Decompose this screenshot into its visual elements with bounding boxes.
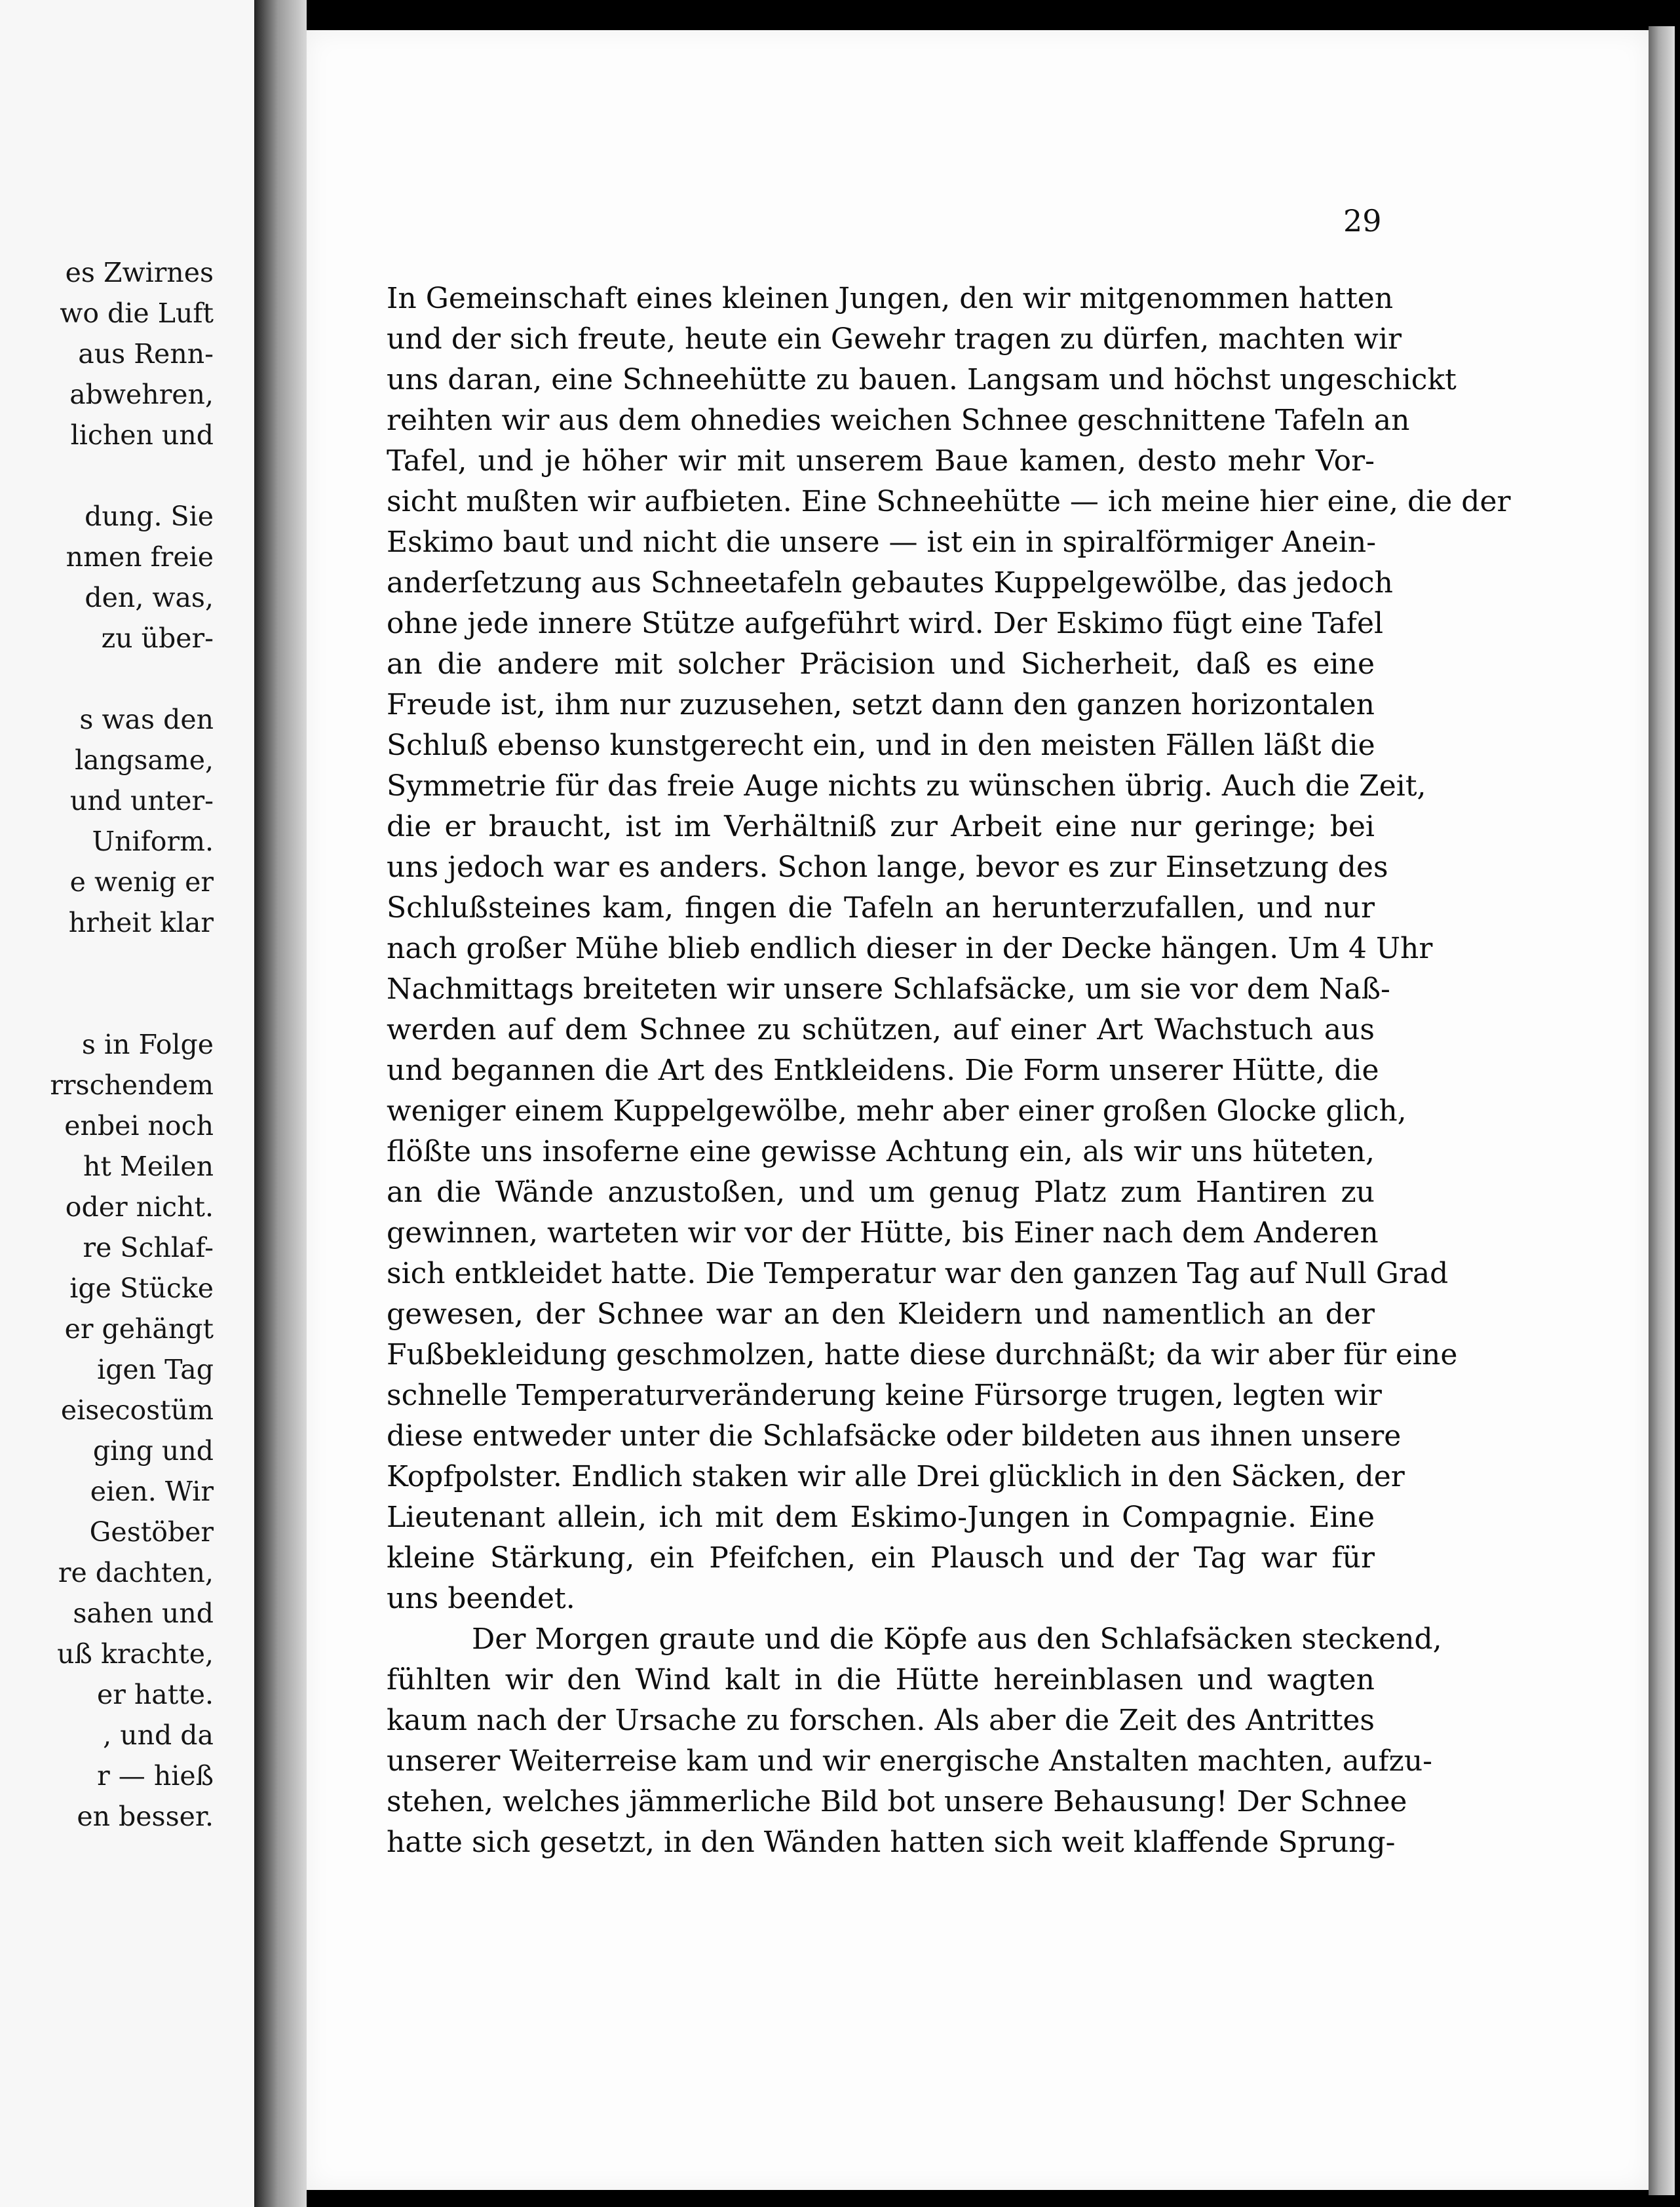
left-text-line: aus Renn- xyxy=(78,338,214,370)
left-text-line: ht Meilen xyxy=(83,1151,214,1182)
left-page-text xyxy=(0,252,214,1837)
book-gutter xyxy=(254,0,307,2207)
left-text-line: es Zwirnes xyxy=(65,257,214,288)
left-text-line: abwehren, xyxy=(69,379,214,410)
text-line: hatte sich gesetzt, in den Wänden hatten sich weit klaffende Sprung- xyxy=(387,1826,1396,1859)
text-line: an die Wände anzustoßen, und um genug Platz zum Hantiren zu xyxy=(387,1176,1375,1209)
text-line: Kopfpolster. Endlich staken wir alle Drei glücklich in den Säcken, der xyxy=(387,1460,1405,1493)
left-text-line: ging und xyxy=(92,1435,214,1467)
left-text-line: sahen und xyxy=(73,1598,214,1629)
text-line: und der sich freute, heute ein Gewehr tragen zu dürfen, machten wir xyxy=(387,322,1402,356)
left-text-line: en besser. xyxy=(77,1801,214,1832)
text-line: gewinnen, warteten wir vor der Hütte, bis Einer nach dem Anderen xyxy=(387,1216,1379,1250)
text-line: und begannen die Art des Entkleidens. Die Form unserer Hütte, die xyxy=(387,1054,1379,1087)
text-line: Schluß ebenso kunstgerecht ein, und in den meisten Fällen läßt die xyxy=(387,729,1375,762)
text-line: nach großer Mühe blieb endlich dieser in der Decke hängen. Um 4 Uhr xyxy=(387,932,1433,965)
text-line: anderſetzung aus Schneetafeln gebautes Kuppelgewölbe, das jedoch xyxy=(387,566,1393,600)
left-text-line xyxy=(0,984,214,1024)
text-line: Eskimo baut und nicht die unsere — ist ein in spiralförmiger Anein- xyxy=(387,526,1377,559)
text-line: Lieutenant allein, ich mit dem Eskimo-Jungen in Compagnie. Eine xyxy=(387,1501,1375,1534)
text-line: Nachmittags breiteten wir unsere Schlafsäcke, um sie vor dem Naß- xyxy=(387,972,1390,1006)
left-text-line xyxy=(0,659,214,699)
text-line: Fußbekleidung geschmolzen, hatte diese durchnäßt; da wir aber für eine xyxy=(387,1338,1458,1372)
left-text-line xyxy=(0,455,214,496)
left-text-line: eisecostüm xyxy=(60,1394,214,1426)
left-text-line: , und da xyxy=(103,1719,214,1751)
left-text-line: Gestöber xyxy=(89,1516,214,1548)
text-line: Symmetrie für das freie Auge nichts zu wünschen übrig. Auch die Zeit, xyxy=(387,769,1426,803)
text-line: unserer Weiterreise kam und wir energische Anstalten machten, aufzu- xyxy=(387,1744,1433,1778)
text-line: Der Morgen graute und die Köpfe aus den Schlafsäcken steckend, xyxy=(472,1622,1442,1656)
text-line: Freude ist, ihm nur zuzusehen, setzt dann den ganzen horizontalen xyxy=(387,688,1375,721)
text-line: weniger einem Kuppelgewölbe, mehr aber einer großen Glocke glich, xyxy=(387,1094,1407,1128)
page-number: 29 xyxy=(1343,203,1382,239)
left-text-line: uß krachte, xyxy=(57,1638,214,1670)
text-line: diese entweder unter die Schlafsäcke oder bildeten aus ihnen unsere xyxy=(387,1419,1402,1453)
left-text-line: enbei noch xyxy=(64,1110,214,1142)
page-edge xyxy=(1649,26,1675,2195)
text-line: fühlten wir den Wind kalt in die Hütte hereinblasen und wagten xyxy=(387,1663,1375,1697)
text-line: kaum nach der Ursache zu forschen. Als aber die Zeit des Antrittes xyxy=(387,1704,1375,1737)
left-text-line: re dachten, xyxy=(58,1557,214,1588)
text-line: reihten wir aus dem ohnedies weichen Schnee geschnittene Tafeln an xyxy=(387,404,1410,437)
left-text-line: s was den xyxy=(79,704,214,735)
text-line: werden auf dem Schnee zu schützen, auf einer Art Wachstuch aus xyxy=(387,1013,1375,1046)
text-line: flößte uns insoferne eine gewisse Achtung ein, als wir uns hüteten, xyxy=(387,1135,1375,1168)
left-text-line: rrschendem xyxy=(50,1069,214,1101)
left-facing-page xyxy=(0,0,254,2207)
left-text-line: den, was, xyxy=(85,582,214,613)
text-line: die er braucht, ist im Verhältniß zur Arbeit eine nur geringe; bei xyxy=(387,810,1375,843)
text-line: schnelle Temperaturveränderung keine Fürsorge trugen, legten wir xyxy=(387,1379,1382,1412)
text-line: In Gemeinschaft eines kleinen Jungen, den wir mitgenommen hatten xyxy=(387,282,1394,315)
left-text-line: nmen freie xyxy=(66,541,214,573)
text-line: Tafel, und je höher wir mit unserem Baue kamen, desto mehr Vor- xyxy=(387,444,1375,478)
left-text-line: er gehängt xyxy=(64,1313,214,1345)
text-line: kleine Stärkung, ein Pfeifchen, ein Plausch und der Tag war für xyxy=(387,1541,1375,1575)
left-text-line: re Schlaf- xyxy=(83,1232,214,1263)
left-text-line: ige Stücke xyxy=(69,1273,214,1304)
left-text-line: igen Tag xyxy=(97,1354,214,1385)
left-text-line: wo die Luft xyxy=(60,297,214,329)
left-text-line: oder nicht. xyxy=(65,1191,214,1223)
left-text-line: langsame, xyxy=(75,744,214,776)
text-line: uns jedoch war es anders. Schon lange, bevor es zur Einsetzung des xyxy=(387,851,1388,884)
text-line: ohne jede innere Stütze aufgeführt wird. Der Eskimo fügt eine Tafel xyxy=(387,607,1384,640)
left-text-line: s in Folge xyxy=(81,1029,214,1060)
text-line: Schlußsteines kam, fingen die Tafeln an herunterzufallen, und nur xyxy=(387,891,1375,925)
left-text-line: zu über- xyxy=(101,623,214,654)
text-line: sich entkleidet hatte. Die Temperatur war den ganzen Tag auf Null Grad xyxy=(387,1257,1449,1290)
left-text-line: und unter- xyxy=(69,785,214,816)
text-line: sicht mußten wir aufbieten. Eine Schneehütte — ich meine hier eine, die der xyxy=(387,485,1511,518)
left-text-line: eien. Wir xyxy=(90,1476,214,1507)
text-line: uns daran, eine Schneehütte zu bauen. Langsam und höchst ungeschickt xyxy=(387,363,1457,396)
body-text xyxy=(387,278,1511,1863)
left-text-line xyxy=(0,943,214,984)
left-text-line: r — hieß xyxy=(97,1760,214,1792)
left-text-line: lichen und xyxy=(70,419,214,451)
left-text-line: e wenig er xyxy=(69,866,214,898)
text-line: gewesen, der Schnee war an den Kleidern und namentlich an der xyxy=(387,1297,1375,1331)
text-line: an die andere mit solcher Präcision und Sicherheit, daß es eine xyxy=(387,647,1375,681)
left-text-line: er hatte. xyxy=(97,1679,214,1710)
left-text-line: dung. Sie xyxy=(85,501,214,532)
left-text-line: Uniform. xyxy=(92,826,214,857)
text-line: uns beendet. xyxy=(387,1582,575,1615)
text-line: stehen, welches jämmerliche Bild bot unsere Behausung! Der Schnee xyxy=(387,1785,1407,1818)
left-text-line: hrheit klar xyxy=(68,907,214,938)
